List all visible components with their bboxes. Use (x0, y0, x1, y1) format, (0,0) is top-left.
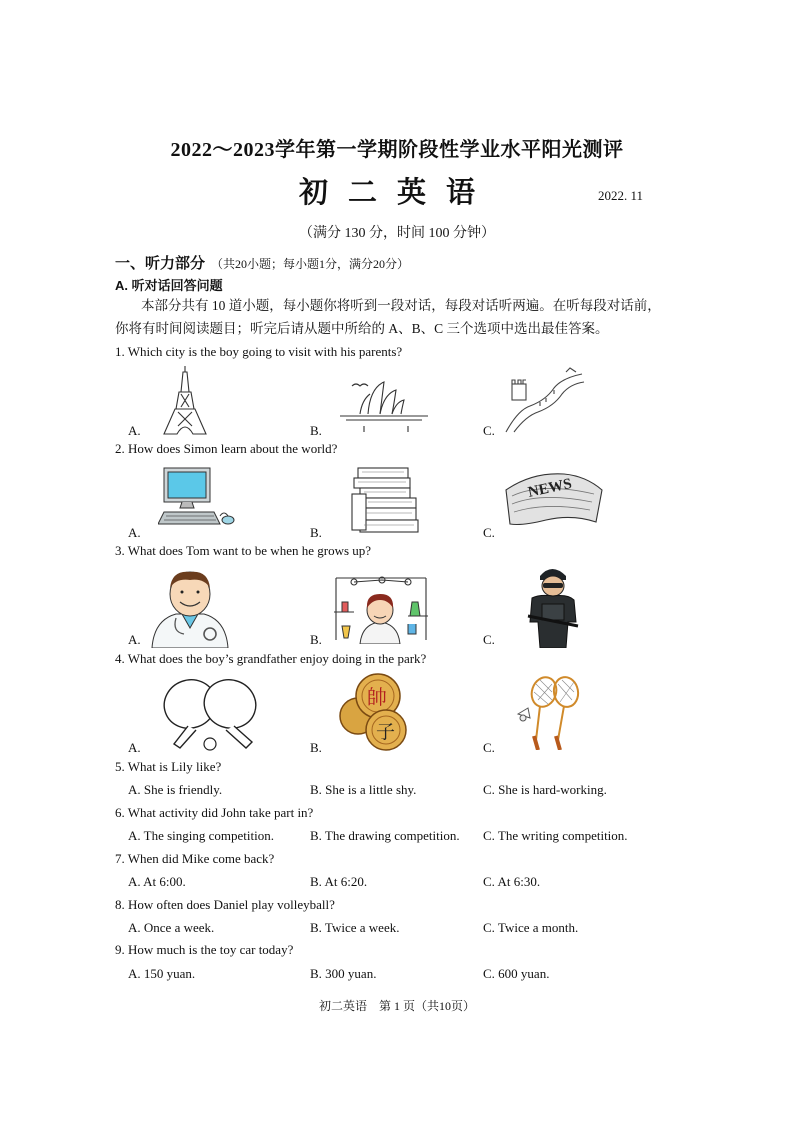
q6-option-b: B. The drawing competition. (310, 828, 460, 843)
q1-option-b: B. (310, 423, 322, 438)
q3-option-c: C. (483, 632, 495, 647)
q6-option-c: C. The writing competition. (483, 828, 628, 843)
q2-option-a: A. (128, 525, 141, 540)
q1-option-c: C. (483, 423, 495, 438)
q5-option-a: A. She is friendly. (128, 782, 223, 797)
chinese-chess-icon (334, 672, 416, 754)
chess-piece-top-text: 帥 (367, 685, 387, 709)
section-note: （共20小题；每小题1分，满分20分） (211, 257, 410, 271)
intro-line-2: 你将有时间阅读题目；听完后请从题中所给的 A、B、C 三个选项中选出最佳答案。 (115, 321, 609, 336)
badminton-icon (514, 674, 584, 750)
soldier-icon (524, 564, 582, 648)
newspaper-icon (502, 470, 606, 530)
q1-option-a: A. (128, 423, 141, 438)
question-9: 9. How much is the toy car today? (115, 942, 294, 957)
q9-option-a: A. 150 yuan. (128, 966, 196, 981)
q9-option-c: C. 600 yuan. (483, 966, 550, 981)
table-tennis-icon (158, 676, 266, 752)
q8-option-c: C. Twice a month. (483, 920, 579, 935)
question-6: 6. What activity did John take part in? (115, 805, 314, 820)
sydney-opera-house-icon (338, 374, 430, 436)
exam-subject: 初二英语 (298, 177, 495, 209)
q7-option-c: C. At 6:30. (483, 874, 541, 889)
q6-option-a: A. The singing competition. (128, 828, 274, 843)
q2-option-c: C. (483, 525, 495, 540)
page-footer: 初二英语 第 1 页（共10页） (318, 999, 475, 1013)
q5-option-c: C. She is hard-working. (483, 782, 607, 797)
q4-option-a: A. (128, 740, 141, 755)
great-wall-icon (500, 366, 588, 434)
exam-meta: （满分 130 分，时间 100 分钟） (299, 226, 495, 241)
exam-title: 2022～2023学年第一学期阶段性学业水平阳光测评 (170, 139, 624, 161)
question-5: 5. What is Lily like? (115, 759, 222, 774)
doctor-icon (148, 568, 232, 648)
q9-option-b: B. 300 yuan. (310, 966, 377, 981)
q4-option-c: C. (483, 740, 495, 755)
question-4: 4. What does the boy’s grandfather enjoy doing in the park? (115, 651, 427, 666)
q5-option-b: B. She is a little shy. (310, 782, 417, 797)
section-title: 一、听力部分 (115, 256, 206, 272)
q8-option-a: A. Once a week. (128, 920, 215, 935)
q4-option-b: B. (310, 740, 322, 755)
chess-piece-bottom-text: 子 (376, 721, 396, 743)
exam-date: 2022. 11 (598, 188, 644, 203)
newspaper-text: NEWS (526, 475, 574, 501)
computer-icon (158, 466, 238, 530)
question-1: 1. Which city is the boy going to visit with his parents? (115, 344, 403, 359)
question-7: 7. When did Mike come back? (115, 851, 275, 866)
intro-line-1: 本部分共有 10 道小题，每小题你将听到一段对话，每段对话听两遍。在听每段对话前， (141, 298, 661, 313)
eiffel-tower-icon (160, 364, 210, 436)
q3-option-b: B. (310, 632, 322, 647)
question-2: 2. How does Simon learn about the world? (115, 441, 338, 456)
question-8: 8. How often does Daniel play volleyball? (115, 897, 335, 912)
scientist-icon (332, 572, 430, 644)
q3-option-a: A. (128, 632, 141, 647)
q7-option-b: B. At 6:20. (310, 874, 368, 889)
q2-option-b: B. (310, 525, 322, 540)
section-heading (115, 252, 409, 273)
q7-option-a: A. At 6:00. (128, 874, 186, 889)
section-subtitle: A. 听对话回答问题 (115, 278, 223, 293)
question-3: 3. What does Tom want to be when he grows up? (115, 543, 372, 558)
books-icon (350, 464, 422, 536)
q8-option-b: B. Twice a week. (310, 920, 400, 935)
